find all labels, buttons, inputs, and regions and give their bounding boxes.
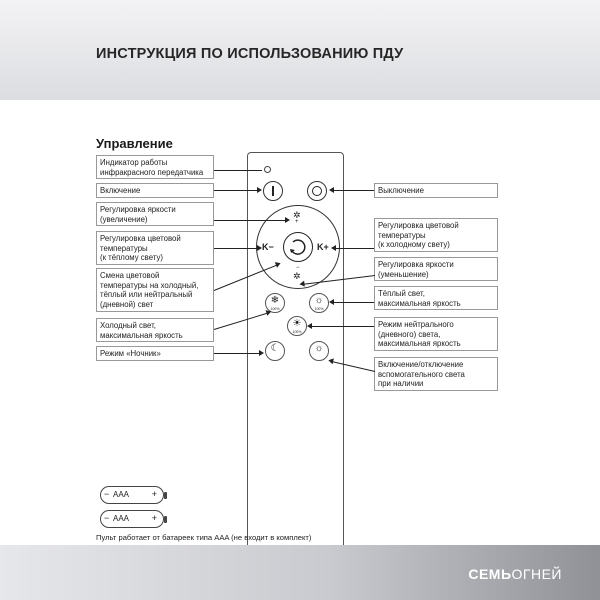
- battery-terminal: [164, 492, 167, 499]
- power-on-icon: [272, 186, 274, 196]
- battery-note: Пульт работает от батареек типа AAA (не входит в комплект): [96, 533, 312, 542]
- page-title: ИНСТРУКЦИЯ ПО ИСПОЛЬЗОВАНИЮ ПДУ: [96, 46, 404, 62]
- brand-logo: СЕМЬОГНЕЙ: [468, 566, 562, 582]
- label-ir-indicator: Индикатор работы инфракрасного передатчика: [96, 155, 214, 179]
- leader-power-off: [333, 190, 374, 191]
- leader-brightness-up: [214, 220, 286, 221]
- label-cold-max: Холодный свет, максимальная яркость: [96, 318, 214, 342]
- cold-max-button[interactable]: ❄ 100%: [265, 293, 285, 313]
- battery-1: − AAA +: [100, 486, 164, 504]
- brightness-down-minus: −: [296, 265, 300, 271]
- power-on-button[interactable]: [263, 181, 283, 201]
- leader-night: [214, 353, 260, 354]
- label-neutral-max: Режим нейтрального (дневного) света, максимальная яркость: [374, 317, 498, 351]
- label-aux-light: Включение/отключение вспомогательного света при наличии: [374, 357, 498, 391]
- label-brightness-down: Регулировка яркости (уменьшение): [374, 257, 498, 281]
- battery-terminal: [164, 516, 167, 523]
- brightness-up-icon[interactable]: ✲: [293, 210, 301, 220]
- leader-ir: [214, 170, 262, 171]
- leader-power-on: [214, 190, 258, 191]
- power-off-icon: [312, 186, 322, 196]
- ir-indicator-led: [264, 166, 271, 173]
- k-minus-button[interactable]: K−: [262, 242, 274, 252]
- warm-max-button[interactable]: ☼ 100%: [309, 293, 329, 313]
- label-temp-warm: Регулировка цветовой температуры (к тёплому свету): [96, 231, 214, 265]
- cycle-icon: [284, 233, 312, 261]
- aux-light-button[interactable]: [309, 341, 329, 361]
- battery-2: − AAA +: [100, 510, 164, 528]
- sun-icon: ☼: [314, 295, 324, 306]
- label-power-on: Включение: [96, 183, 214, 198]
- label-power-off: Выключение: [374, 183, 498, 198]
- leader-temp-warm: [214, 248, 258, 249]
- section-title: Управление: [96, 136, 173, 151]
- brightness-down-icon[interactable]: ✲: [293, 271, 301, 281]
- neutral-max-button[interactable]: ☀ 100%: [287, 316, 307, 336]
- cycle-temp-button[interactable]: [283, 232, 313, 262]
- moon-icon: ☾: [270, 343, 280, 354]
- label-warm-max: Тёплый свет, максимальная яркость: [374, 286, 498, 310]
- night-mode-button[interactable]: [265, 341, 285, 361]
- label-temp-cycle: Смена цветовой температуры на холодный, тёплый или нейтральный (дневной) свет: [96, 268, 214, 312]
- leader-temp-cold: [335, 248, 374, 249]
- label-night-mode: Режим «Ночник»: [96, 346, 214, 361]
- brightness-up-plus: +: [295, 219, 299, 225]
- power-off-button[interactable]: [307, 181, 327, 201]
- neutral-sun-icon: ☀: [292, 318, 302, 329]
- snowflake-icon: ❄: [270, 295, 280, 306]
- k-plus-button[interactable]: K+: [317, 242, 329, 252]
- aux-light-icon: ☼: [314, 343, 324, 354]
- leader-warm-max: [333, 302, 374, 303]
- label-temp-cold: Регулировка цветовой температуры (к холодному свету): [374, 218, 498, 252]
- leader-neutral-max: [311, 326, 374, 327]
- label-brightness-up: Регулировка яркости (увеличение): [96, 202, 214, 226]
